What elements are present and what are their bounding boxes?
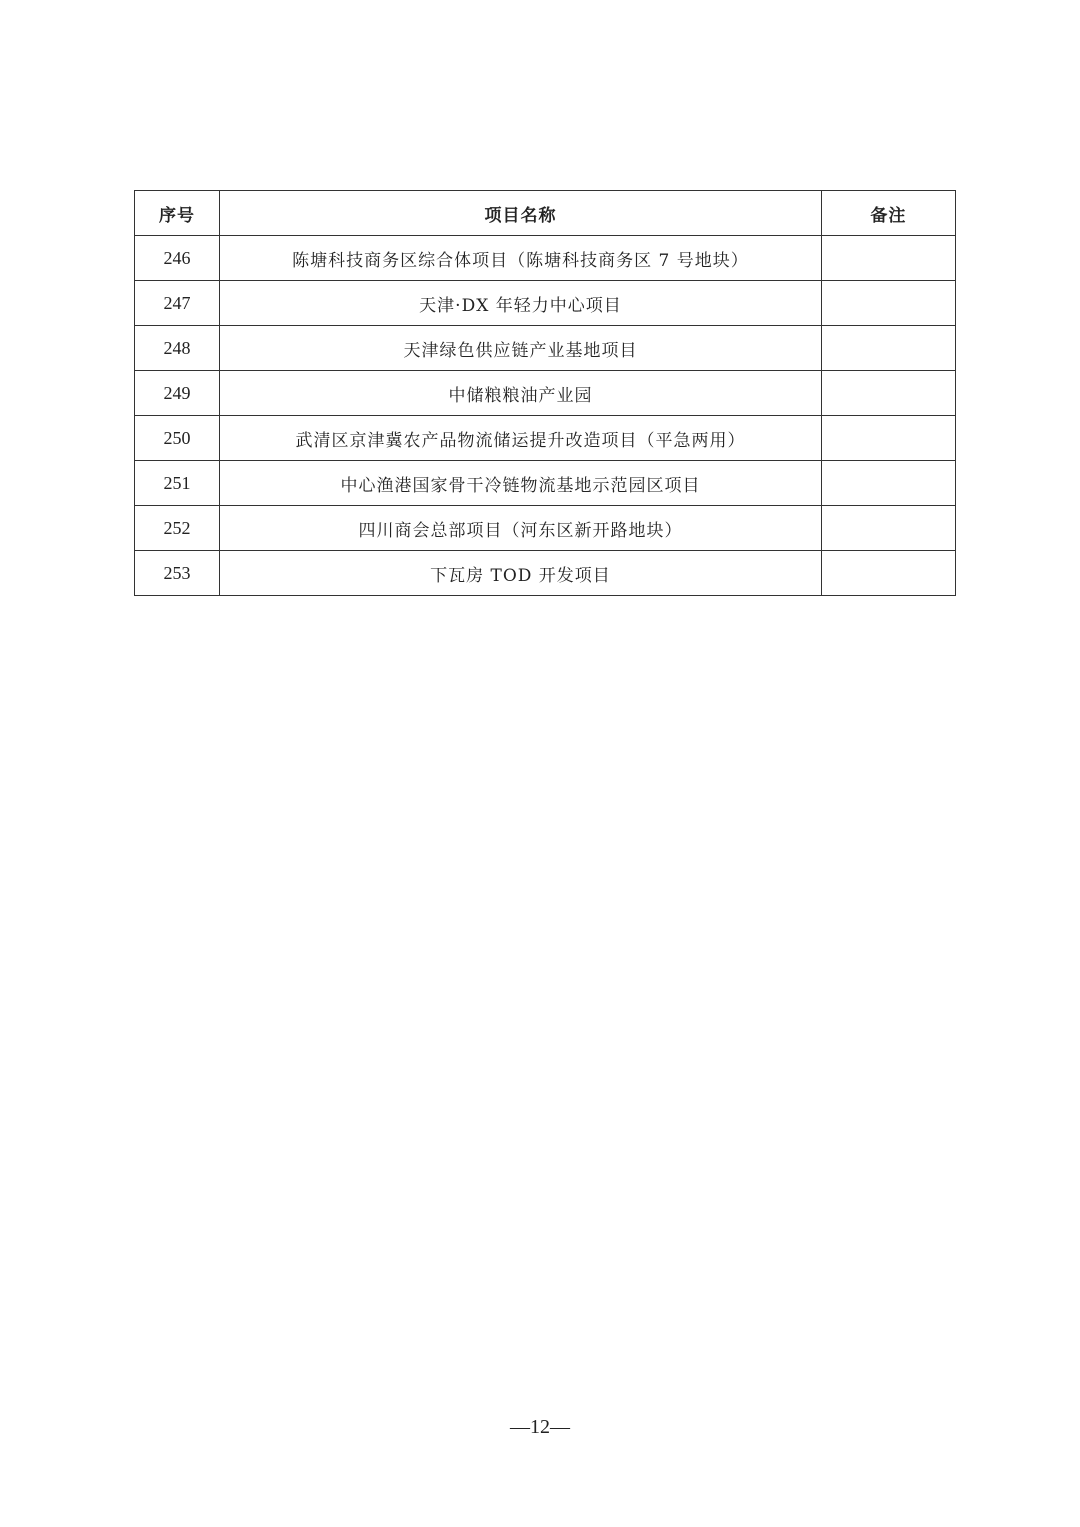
table-row — [135, 236, 956, 281]
table-row — [135, 506, 956, 551]
row-serial-number: 252 — [135, 506, 220, 551]
header-serial-number: 序号 — [135, 191, 220, 236]
row-remarks — [821, 371, 955, 416]
table-row — [135, 281, 956, 326]
row-serial-number: 248 — [135, 326, 220, 371]
project-table — [134, 190, 956, 596]
table-header-row — [135, 191, 956, 236]
page-number: —12— — [510, 1416, 570, 1438]
row-remarks — [821, 326, 955, 371]
row-serial-number: 251 — [135, 461, 220, 506]
header-remarks: 备注 — [821, 191, 955, 236]
row-project-name: 陈塘科技商务区综合体项目（陈塘科技商务区 7 号地块） — [220, 236, 822, 281]
table-row — [135, 326, 956, 371]
row-remarks — [821, 236, 955, 281]
row-project-name: 四川商会总部项目（河东区新开路地块） — [220, 506, 822, 551]
row-remarks — [821, 416, 955, 461]
row-project-name: 天津绿色供应链产业基地项目 — [220, 326, 822, 371]
row-serial-number: 249 — [135, 371, 220, 416]
row-remarks — [821, 506, 955, 551]
row-project-name: 下瓦房 TOD 开发项目 — [220, 551, 822, 596]
row-remarks — [821, 461, 955, 506]
row-serial-number: 247 — [135, 281, 220, 326]
table-row — [135, 416, 956, 461]
row-project-name: 中储粮粮油产业园 — [220, 371, 822, 416]
row-serial-number: 246 — [135, 236, 220, 281]
row-project-name: 武清区京津冀农产品物流储运提升改造项目（平急两用） — [220, 416, 822, 461]
row-project-name: 天津·DX 年轻力中心项目 — [220, 281, 822, 326]
row-serial-number: 250 — [135, 416, 220, 461]
row-remarks — [821, 281, 955, 326]
row-remarks — [821, 551, 955, 596]
header-project-name: 项目名称 — [220, 191, 822, 236]
row-serial-number: 253 — [135, 551, 220, 596]
row-project-name: 中心渔港国家骨干冷链物流基地示范园区项目 — [220, 461, 822, 506]
table-row — [135, 551, 956, 596]
table-row — [135, 461, 956, 506]
table-row — [135, 371, 956, 416]
